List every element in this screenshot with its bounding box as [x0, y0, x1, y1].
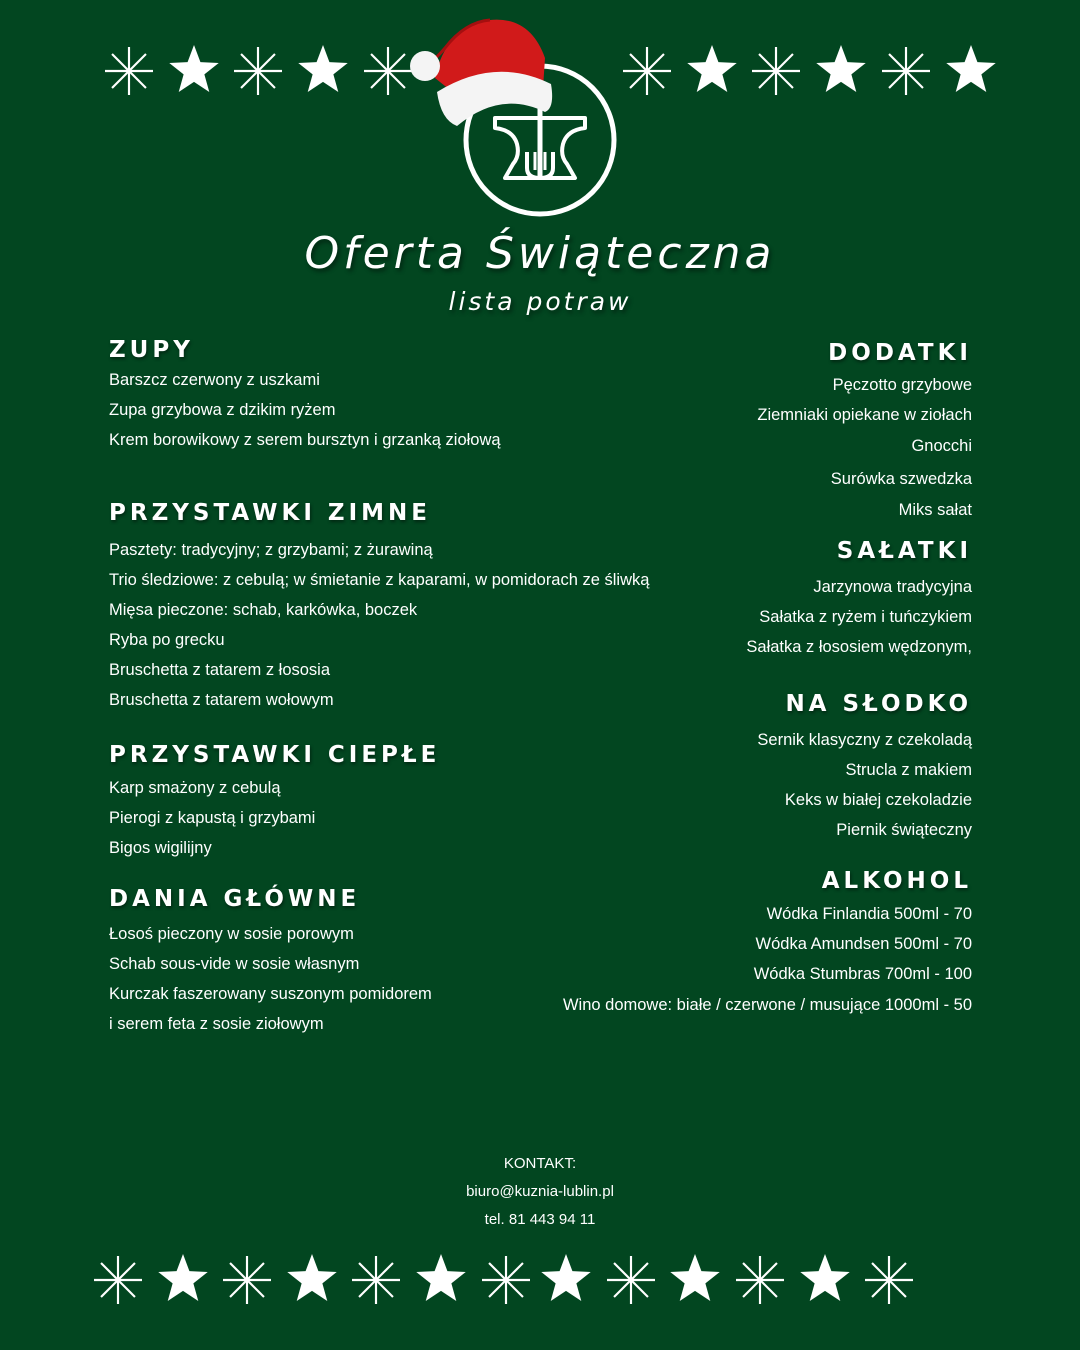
menu-item: Miks sałat — [898, 501, 972, 519]
contact-phone[interactable]: tel. 81 443 94 11 — [484, 1211, 596, 1228]
star-icon — [815, 45, 867, 97]
menu-item: Ziemniaki opiekane w ziołach — [757, 406, 972, 424]
menu-item: Gnocchi — [911, 437, 972, 455]
menu-item: Karp smażony z cebulą — [109, 779, 281, 797]
menu-item: Pasztety: tradycyjny; z grzybami; z żurawiną — [109, 541, 433, 559]
section-title-dodatki: DODATKI — [828, 340, 972, 366]
star-icon — [799, 1254, 851, 1306]
page-title: Oferta Świąteczna — [304, 228, 776, 279]
menu-item: Pęczotto grzybowe — [832, 376, 972, 394]
star-icon — [415, 1254, 467, 1306]
menu-item: Trio śledziowe: z cebulą; w śmietanie z kaparami, w pomidorach ze śliwką — [109, 571, 650, 589]
menu-item: Ryba po grecku — [109, 631, 225, 649]
star-icon — [945, 45, 997, 97]
snowflake-icon — [94, 1256, 142, 1304]
snowflake-icon — [352, 1256, 400, 1304]
menu-item: Bruschetta z tatarem z łososia — [109, 661, 331, 679]
snowflake-icon — [607, 1256, 655, 1304]
menu-item: Wódka Amundsen 500ml - 70 — [755, 935, 972, 953]
star-icon — [286, 1254, 338, 1306]
menu-item: Jarzynowa tradycyjna — [813, 578, 972, 596]
menu-item: Surówka szwedzka — [830, 470, 972, 488]
snowflake-icon — [234, 47, 282, 95]
star-icon — [540, 1254, 592, 1306]
menu-item: Wódka Finlandia 500ml - 70 — [766, 905, 972, 923]
section-title-na-slodko: NA SŁODKO — [785, 691, 972, 717]
menu-item: Pierogi z kapustą i grzybami — [109, 809, 316, 827]
section-title-alkohol: ALKOHOL — [821, 868, 972, 894]
menu-item: Mięsa pieczone: schab, karkówka, boczek — [109, 601, 418, 619]
star-icon — [297, 45, 349, 97]
snowflake-icon — [482, 1256, 530, 1304]
menu-item: Sałatka z łososiem wędzonym, — [746, 638, 972, 656]
contact-email[interactable]: biuro@kuznia-lublin.pl — [466, 1183, 614, 1200]
snowflake-icon — [623, 47, 671, 95]
snowflake-icon — [752, 47, 800, 95]
menu-item: Kurczak faszerowany suszonym pomidorem — [109, 985, 432, 1003]
snowflake-icon — [105, 47, 153, 95]
menu-item: Bruschetta z tatarem wołowym — [109, 691, 334, 709]
star-icon — [686, 45, 738, 97]
santa-hat-icon — [405, 8, 555, 133]
snowflake-icon — [736, 1256, 784, 1304]
menu-item: Schab sous-vide w sosie własnym — [109, 955, 360, 973]
snowflake-icon — [882, 47, 930, 95]
menu-item: Krem borowikowy z serem bursztyn i grzanką ziołową — [109, 431, 501, 449]
section-title-przystawki-cieple: PRZYSTAWKI CIEPŁE — [109, 742, 441, 768]
page-subtitle: lista potraw — [448, 287, 632, 316]
menu-item: Wino domowe: białe / czerwone / musujące 1000ml - 50 — [562, 996, 972, 1014]
section-title-przystawki-zimne: PRZYSTAWKI ZIMNE — [109, 500, 431, 526]
section-title-salatki: SAŁATKI — [836, 538, 972, 564]
section-title-dania-glowne: DANIA GŁÓWNE — [109, 886, 361, 912]
menu-item: Sałatka z ryżem i tuńczykiem — [759, 608, 972, 626]
star-icon — [669, 1254, 721, 1306]
contact-label: KONTAKT: — [503, 1155, 577, 1172]
section-title-zupy: ZUPY — [109, 337, 194, 363]
menu-item: Strucla z makiem — [845, 761, 972, 779]
menu-item: Barszcz czerwony z uszkami — [109, 371, 320, 389]
star-icon — [157, 1254, 209, 1306]
menu-item: Sernik klasyczny z czekoladą — [757, 731, 972, 749]
menu-item: Łosoś pieczony w sosie porowym — [109, 925, 354, 943]
menu-item: Bigos wigilijny — [109, 839, 212, 857]
snowflake-icon — [223, 1256, 271, 1304]
menu-item: i serem feta z sosie ziołowym — [109, 1015, 324, 1033]
star-icon — [168, 45, 220, 97]
menu-item: Zupa grzybowa z dzikim ryżem — [109, 401, 336, 419]
snowflake-icon — [865, 1256, 913, 1304]
menu-item: Wódka Stumbras 700ml - 100 — [753, 965, 972, 983]
menu-item: Keks w białej czekoladzie — [784, 791, 972, 809]
menu-item: Piernik świąteczny — [836, 821, 972, 839]
